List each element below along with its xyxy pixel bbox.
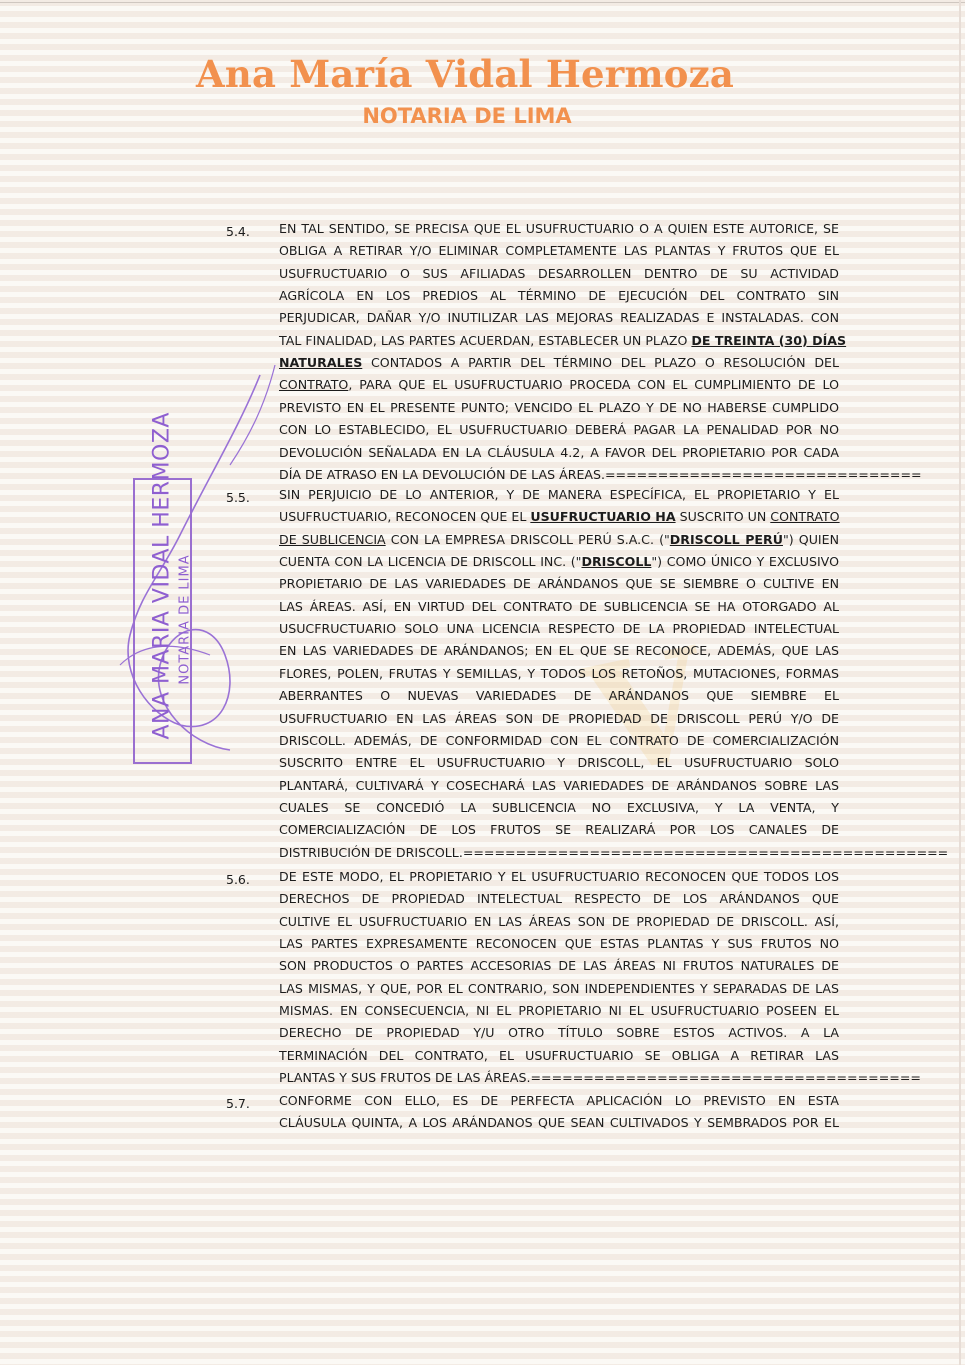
text-segment: CUALES SE CONCEDIÓ LA SUBLICENCIA NO EXCLUSIVA, Y LA VENTA, Y bbox=[279, 799, 839, 815]
clause-line bbox=[279, 801, 839, 815]
text-segment: DE SUBLICENCIA bbox=[279, 531, 386, 547]
clause-line bbox=[279, 712, 839, 726]
clause-line bbox=[279, 870, 839, 884]
text-segment: CUENTA CON LA LICENCIA DE DRISCOLL INC. (" bbox=[279, 554, 582, 570]
text-segment: NATURALES bbox=[279, 355, 363, 371]
text-segment: USUFRUCTUARIO, RECONOCEN QUE EL bbox=[279, 509, 531, 525]
clause-line bbox=[279, 823, 839, 837]
text-segment: USUFRUCTUARIO EN LAS ÁREAS SON DE PROPIEDAD DE DRISCOLL PERÚ Y/O DE bbox=[279, 710, 839, 726]
text-segment: LAS MISMAS, Y QUE, POR EL CONTRARIO, SON INDEPENDIENTES Y SEPARADAS DE LAS bbox=[279, 980, 839, 996]
text-segment: DÍA DE ATRASO EN LA DEVOLUCIÓN DE LAS ÁREAS.============================== bbox=[279, 466, 922, 482]
text-segment: DE ESTE MODO, EL PROPIETARIO Y EL USUFRUCTUARIO RECONOCEN QUE TODOS LOS bbox=[279, 869, 839, 884]
clause-line bbox=[279, 734, 839, 748]
text-segment: CONFORME CON ELLO, ES DE PERFECTA APLICACIÓN LO PREVISTO EN ESTA bbox=[279, 1093, 839, 1108]
notary-title: NOTARIA DE LIMA bbox=[362, 104, 572, 128]
clause-line bbox=[279, 510, 839, 524]
clause-line bbox=[279, 756, 839, 770]
clause-line bbox=[279, 779, 839, 793]
clause-line bbox=[279, 577, 839, 591]
text-segment: CON LO ESTABLECIDO, EL USUFRUCTUARIO DEBERÁ PAGAR LA PENALIDAD POR NO bbox=[279, 422, 839, 438]
clause-line bbox=[279, 332, 847, 348]
text-segment: DE TREINTA (30) DÍAS bbox=[691, 332, 847, 348]
text-segment: SUSCRITO UN bbox=[675, 509, 771, 525]
text-segment: PLANTARÁ, CULTIVARÁ Y COSECHARÁ LAS VARIEDADES DE ARÁNDANOS SOBRE LAS bbox=[279, 777, 839, 793]
text-segment: CLÁUSULA QUINTA, A LOS ARÁNDANOS QUE SEAN CULTIVADOS Y SEMBRADOS POR EL bbox=[279, 1115, 839, 1131]
clause-line bbox=[279, 959, 839, 973]
clause-number: 5.7. bbox=[226, 1096, 250, 1111]
text-segment: DISTRIBUCIÓN DE DRISCOLL.============================================== bbox=[279, 844, 949, 860]
clause-line bbox=[279, 892, 839, 906]
clause-line bbox=[279, 1094, 839, 1108]
text-segment: CON LA EMPRESA DRISCOLL PERÚ S.A.C. (" bbox=[385, 531, 670, 547]
text-segment: USUFRUCTUARIO O SUS AFILIADAS DESARROLLEN DENTRO DE SU ACTIVIDAD bbox=[279, 265, 839, 281]
text-segment: TERMINACIÓN DEL CONTRATO, EL USUFRUCTUARIO SE OBLIGA A RETIRAR LAS bbox=[279, 1047, 839, 1063]
text-segment: PERJUDICAR, DAÑAR Y/O INUTILIZAR LAS MEJORAS REALIZADAS E INSTALADAS. CON bbox=[279, 310, 839, 326]
text-segment: DRISCOLL. ADEMÁS, DE CONFORMIDAD CON EL CONTRATO DE COMERCIALIZACIÓN bbox=[279, 732, 839, 748]
text-segment: LAS ÁREAS. ASÍ, EN VIRTUD DEL CONTRATO DE SUBLICENCIA SE HA OTORGADO AL bbox=[279, 598, 839, 614]
notary-name: Ana María Vidal Hermoza bbox=[195, 52, 735, 96]
clause-line bbox=[279, 423, 839, 437]
text-segment: , PARA QUE EL USUFRUCTUARIO PROCEDA CON EL CUMPLIMIENTO DE LO bbox=[348, 377, 839, 393]
text-segment: USUCFRUCTUARIO SOLO UNA LICENCIA RESPECTO DE LA PROPIEDAD INTELECTUAL bbox=[279, 621, 839, 637]
clause-line bbox=[279, 1049, 839, 1063]
clause-line bbox=[279, 1116, 839, 1130]
clause-line bbox=[279, 600, 839, 614]
text-segment: CULTIVE EL USUFRUCTUARIO EN LAS ÁREAS SON DE PROPIEDAD DE DRISCOLL. ASÍ, bbox=[279, 913, 839, 929]
text-segment: OBLIGA A RETIRAR Y/O ELIMINAR COMPLETAMENTE LAS PLANTAS Y FRUTOS QUE EL bbox=[279, 243, 839, 259]
text-segment: DRISCOLL PERÚ bbox=[669, 531, 783, 547]
clause-line bbox=[279, 555, 839, 569]
text-segment: SIN PERJUICIO DE LO ANTERIOR, Y DE MANERA ESPECÍFICA, EL PROPIETARIO Y EL bbox=[279, 487, 839, 502]
clause-line bbox=[279, 222, 839, 236]
clause-line bbox=[279, 1004, 839, 1018]
clause-line bbox=[279, 1026, 839, 1040]
text-segment: LAS PARTES EXPRESAMENTE RECONOCEN QUE ESTAS PLANTAS Y SUS FRUTOS NO bbox=[279, 936, 839, 952]
clause-number: 5.5. bbox=[226, 490, 250, 505]
clause-line bbox=[279, 267, 839, 281]
clause-line bbox=[279, 401, 839, 415]
clause-line bbox=[279, 644, 839, 658]
text-segment: EN LAS VARIEDADES DE ARÁNDANOS; EN EL QUE SE RECONOCE, ADEMÁS, QUE LAS bbox=[279, 643, 839, 659]
text-segment: PROPIETARIO DE LAS VARIEDADES DE ARÁNDANOS QUE SE SIEMBRE O CULTIVE EN bbox=[279, 576, 839, 592]
background-watermark: V bbox=[572, 614, 724, 812]
text-segment: EN TAL SENTIDO, SE PRECISA QUE EL USUFRUCTUARIO O A QUIEN ESTE AUTORICE, SE bbox=[279, 221, 839, 236]
clause-line bbox=[279, 446, 839, 460]
page-edge bbox=[959, 0, 961, 1365]
text-segment: CONTRATO bbox=[279, 377, 349, 393]
clause-line bbox=[279, 244, 839, 258]
text-segment: MISMAS. EN CONSECUENCIA, NI EL PROPIETARIO NI EL USUFRUCTUARIO POSEEN EL bbox=[279, 1003, 839, 1019]
notary-stamp bbox=[133, 412, 193, 764]
clause-line bbox=[279, 356, 839, 370]
clause-line bbox=[279, 689, 839, 703]
clause-line bbox=[279, 982, 839, 996]
clause-line bbox=[279, 488, 839, 502]
clause-line bbox=[279, 622, 839, 636]
clause-line bbox=[279, 1070, 921, 1086]
text-segment: CONTRATO bbox=[770, 509, 840, 525]
clause-line bbox=[279, 533, 839, 547]
clause-line bbox=[279, 466, 922, 482]
text-segment: SON PRODUCTOS O PARTES ACCESORIAS DE LAS ÁREAS NI FRUTOS NATURALES DE bbox=[279, 958, 839, 974]
clause-line bbox=[279, 915, 839, 929]
text-segment: TAL FINALIDAD, LAS PARTES ACUERDAN, ESTABLECER UN PLAZO bbox=[279, 332, 692, 348]
clause-line bbox=[279, 667, 839, 681]
text-segment: ") COMO ÚNICO Y EXCLUSIVO bbox=[651, 554, 839, 570]
clause-line bbox=[279, 937, 839, 951]
clause-number: 5.4. bbox=[226, 224, 250, 239]
stamp-title: NOTARIA DE LIMA bbox=[177, 554, 193, 685]
text-segment: FLORES, POLEN, FRUTAS Y SEMILLAS, Y TODOS LOS RETOÑOS, MUTACIONES, FORMAS bbox=[279, 665, 839, 681]
clause-number: 5.6. bbox=[226, 872, 250, 887]
text-segment: DERECHOS DE PROPIEDAD INTELECTUAL RESPECTO DE LOS ARÁNDANOS QUE bbox=[279, 891, 839, 907]
text-segment: SUSCRITO ENTRE EL USUFRUCTUARIO Y DRISCOLL, EL USUFRUCTUARIO SOLO bbox=[279, 755, 839, 771]
clause-line bbox=[279, 844, 949, 860]
text-segment: DEVOLUCIÓN SEÑALADA EN LA CLÁUSULA 4.2, A FAVOR DEL PROPIETARIO POR CADA bbox=[279, 444, 839, 460]
text-segment: CONTADOS A PARTIR DEL TÉRMINO DEL PLAZO O RESOLUCIÓN DEL bbox=[362, 355, 839, 371]
stamp-name: ANA MARIA VIDAL HERMOZA bbox=[149, 412, 175, 740]
text-segment: USUFRUCTUARIO HA bbox=[530, 509, 676, 525]
top-border bbox=[0, 2, 965, 3]
clause-line bbox=[279, 311, 839, 325]
text-segment: ABERRANTES O NUEVAS VARIEDADES DE ARÁNDANOS QUE SIEMBRE EL bbox=[279, 688, 839, 704]
text-segment: ") QUIEN bbox=[782, 531, 840, 547]
clause-line bbox=[279, 289, 839, 303]
clause-line bbox=[279, 378, 839, 392]
text-segment: AGRÍCOLA EN LOS PREDIOS AL TÉRMINO DE EJECUCIÓN DEL CONTRATO SIN bbox=[279, 288, 839, 304]
text-segment: COMERCIALIZACIÓN DE LOS FRUTOS SE REALIZARÁ POR LOS CANALES DE bbox=[279, 822, 839, 838]
text-segment: DERECHO DE PROPIEDAD Y/U OTRO TÍTULO SOBRE ESTOS ACTIVOS. A LA bbox=[279, 1025, 839, 1041]
text-segment: PREVISTO EN EL PRESENTE PUNTO; VENCIDO EL PLAZO Y DE NO HABERSE CUMPLIDO bbox=[279, 399, 839, 415]
text-segment: PLANTAS Y SUS FRUTOS DE LAS ÁREAS.===================================== bbox=[279, 1070, 921, 1086]
text-segment: DRISCOLL bbox=[581, 554, 652, 570]
